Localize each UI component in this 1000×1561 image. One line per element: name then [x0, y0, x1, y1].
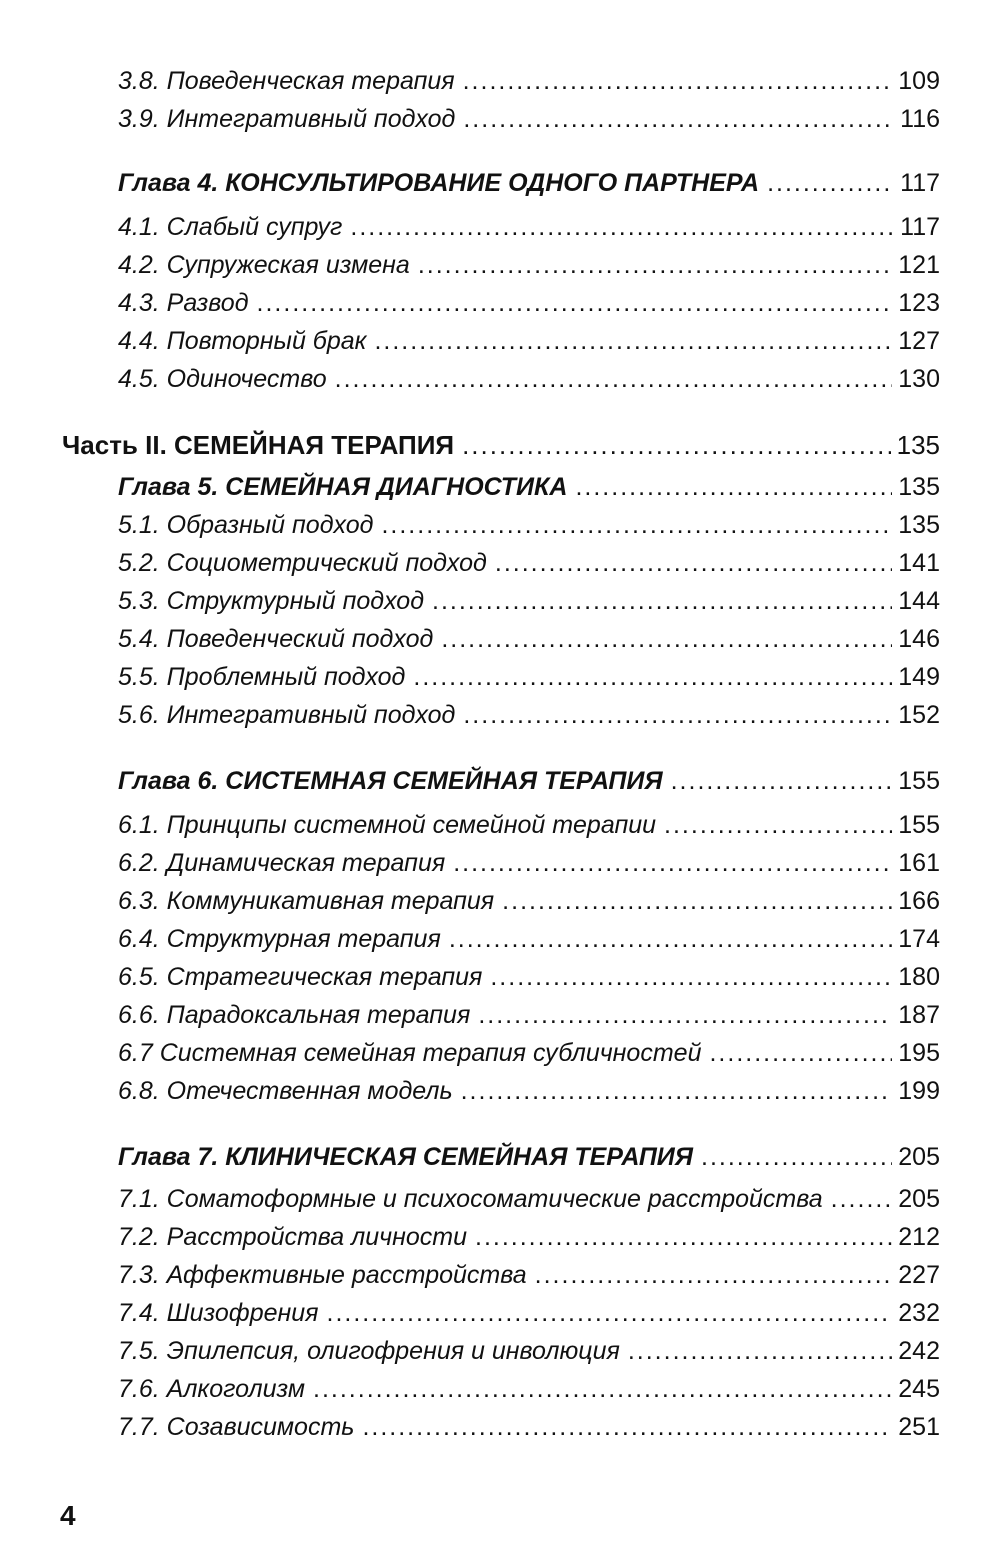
toc-entry-page: 251 — [898, 1413, 940, 1441]
toc-entry-title: 3.8. Поведенческая терапия — [118, 67, 455, 95]
toc-entry-section — [118, 212, 940, 242]
dot-leader — [418, 250, 892, 280]
toc-entry-section — [118, 886, 940, 916]
dot-leader — [449, 924, 892, 954]
toc-entry-section — [118, 250, 940, 280]
toc-entry-title: 5.2. Социометрический подход — [118, 549, 487, 577]
dot-leader — [335, 364, 893, 394]
toc-entry-title: 6.7 Системная семейная терапия субличностей — [118, 1039, 702, 1067]
toc-entry-page: 135 — [898, 511, 940, 539]
toc-entry-section — [118, 1038, 940, 1068]
dot-leader — [701, 1142, 892, 1172]
page-number: 4 — [60, 1500, 76, 1531]
dot-leader — [374, 326, 892, 356]
toc-entry-section — [118, 548, 940, 578]
toc-entry-section — [118, 1298, 940, 1328]
toc-entry-page: 199 — [898, 1077, 940, 1105]
dot-leader — [257, 288, 893, 318]
toc-entry-title: 7.7. Созависимость — [118, 1413, 355, 1441]
toc-entry-title: 6.1. Принципы системной семейной терапии — [118, 811, 657, 839]
toc-entry-page: 127 — [898, 327, 940, 355]
dot-leader — [478, 1000, 892, 1030]
toc-entry-page: 155 — [898, 767, 940, 795]
toc-entry-page: 161 — [898, 849, 940, 877]
dot-leader — [490, 962, 892, 992]
toc-entry-page: 180 — [898, 963, 940, 991]
toc-entry-title: 6.3. Коммуникативная терапия — [118, 887, 495, 915]
toc-entry-page: 166 — [898, 887, 940, 915]
toc-entry-title: Часть II. СЕМЕЙНАЯ ТЕРАПИЯ — [62, 430, 455, 460]
toc-entry-section — [118, 66, 940, 96]
dot-leader — [381, 510, 892, 540]
dot-leader — [313, 1374, 892, 1404]
toc-entry-page: 141 — [898, 549, 940, 577]
toc-entry-section — [118, 810, 940, 840]
toc-entry-section — [118, 1336, 940, 1366]
toc-entry-section — [118, 586, 940, 616]
toc-entry-page: 130 — [898, 365, 940, 393]
toc-entry-page: 155 — [898, 811, 940, 839]
toc-entry-section — [118, 662, 940, 692]
toc-entry-section — [118, 624, 940, 654]
toc-entry-page: 205 — [898, 1185, 940, 1213]
dot-leader — [502, 886, 892, 916]
toc-entry-chapter — [118, 472, 940, 502]
toc-entry-chapter — [118, 1142, 940, 1172]
toc-entry-section — [118, 1260, 940, 1290]
toc-entry-title: 7.1. Соматоформные и психосоматические расстройства — [118, 1185, 823, 1213]
toc-entry-page: 146 — [898, 625, 940, 653]
toc-entry-section — [118, 510, 940, 540]
dot-leader — [575, 472, 892, 502]
toc-entry-title: Глава 4. КОНСУЛЬТИРОВАНИЕ ОДНОГО ПАРТНЕРА — [118, 169, 760, 197]
toc-entry-chapter — [118, 766, 940, 796]
dot-leader — [453, 848, 892, 878]
toc-entry-title: 7.3. Аффективные расстройства — [118, 1261, 527, 1289]
dot-leader — [628, 1336, 892, 1366]
toc-entry-title: 5.5. Проблемный подход — [118, 663, 406, 691]
toc-entry-page: 174 — [898, 925, 940, 953]
toc-entry-title: Глава 6. СИСТЕМНАЯ СЕМЕЙНАЯ ТЕРАПИЯ — [118, 767, 663, 795]
toc-entry-page: 123 — [898, 289, 940, 317]
toc-entry-title: 5.1. Образный подход — [118, 511, 374, 539]
dot-leader — [463, 104, 894, 134]
dot-leader — [475, 1222, 892, 1252]
toc-entry-section — [118, 1184, 940, 1214]
toc-entry-page: 109 — [898, 67, 940, 95]
toc-entry-title: 4.3. Развод — [118, 289, 249, 317]
toc-entry-page: 135 — [898, 473, 940, 501]
toc-entry-section — [118, 924, 940, 954]
toc-entry-title: 7.2. Расстройства личности — [118, 1223, 467, 1251]
dot-leader — [350, 212, 894, 242]
toc-entry-title: 6.4. Структурная терапия — [118, 925, 441, 953]
toc-entry-page: 117 — [900, 169, 940, 197]
dot-leader — [441, 624, 892, 654]
toc-entry-chapter — [118, 168, 940, 198]
toc-entry-section — [118, 104, 940, 134]
toc-entry-section — [118, 1412, 940, 1442]
toc-entry-page: 187 — [898, 1001, 940, 1029]
toc-entry-title: 4.5. Одиночество — [118, 365, 327, 393]
toc-entry-title: 5.4. Поведенческий подход — [118, 625, 434, 653]
toc-entry-title: 7.4. Шизофрения — [118, 1299, 319, 1327]
toc-entry-title: 7.5. Эпилепсия, олигофрения и инволюция — [118, 1337, 620, 1365]
dot-leader — [671, 766, 893, 796]
dot-leader — [432, 586, 892, 616]
toc-entry-title: Глава 7. КЛИНИЧЕСКАЯ СЕМЕЙНАЯ ТЕРАПИЯ — [118, 1143, 693, 1171]
toc-entry-page: 245 — [898, 1375, 940, 1403]
dot-leader — [461, 1076, 893, 1106]
toc-entry-part — [62, 430, 940, 460]
toc-entry-page: 144 — [898, 587, 940, 615]
toc-entry-section — [118, 962, 940, 992]
toc-entry-section — [118, 1374, 940, 1404]
toc-entry-page: 242 — [898, 1337, 940, 1365]
toc-entry-page: 205 — [898, 1143, 940, 1171]
toc-entry-section — [118, 1076, 940, 1106]
toc-entry-title: 4.2. Супружеская измена — [118, 251, 410, 279]
toc-entry-section — [118, 364, 940, 394]
toc-entry-section — [118, 848, 940, 878]
dot-leader — [767, 168, 894, 198]
dot-leader — [462, 430, 891, 460]
toc-entry-page: 232 — [898, 1299, 940, 1327]
toc-entry-page: 152 — [898, 701, 940, 729]
toc-entry-page: 117 — [900, 213, 940, 241]
toc-entry-section — [118, 288, 940, 318]
toc-entry-section — [118, 326, 940, 356]
toc-entry-title: 5.3. Структурный подход — [118, 587, 425, 615]
toc-entry-title: 7.6. Алкоголизм — [118, 1375, 306, 1403]
toc-entry-page: 212 — [898, 1223, 940, 1251]
dot-leader — [709, 1038, 892, 1068]
toc-entry-page: 149 — [898, 663, 940, 691]
dot-leader — [831, 1184, 893, 1214]
toc-entry-title: 4.4. Повторный брак — [118, 327, 367, 355]
toc-entry-page: 116 — [900, 105, 940, 133]
dot-leader — [463, 700, 892, 730]
toc-entry-page: 195 — [898, 1039, 940, 1067]
toc-entry-page: 227 — [898, 1261, 940, 1289]
dot-leader — [495, 548, 892, 578]
toc-entry-page: 121 — [898, 251, 940, 279]
toc-entry-title: 4.1. Слабый супруг — [118, 213, 343, 241]
toc-entry-title: 6.6. Парадоксальная терапия — [118, 1001, 471, 1029]
dot-leader — [664, 810, 892, 840]
dot-leader — [463, 66, 893, 96]
dot-leader — [535, 1260, 893, 1290]
dot-leader — [413, 662, 892, 692]
toc-entry-title: 6.5. Стратегическая терапия — [118, 963, 483, 991]
toc-entry-title: 3.9. Интегративный подход — [118, 105, 456, 133]
toc-entry-title: 6.8. Отечественная модель — [118, 1077, 453, 1105]
toc-entry-title: 6.2. Динамическая терапия — [118, 849, 446, 877]
toc-entry-page: 135 — [896, 430, 940, 460]
dot-leader — [327, 1298, 893, 1328]
toc-entry-title: Глава 5. СЕМЕЙНАЯ ДИАГНОСТИКА — [118, 473, 568, 501]
toc-entry-section — [118, 700, 940, 730]
dot-leader — [362, 1412, 892, 1442]
toc-entry-section — [118, 1000, 940, 1030]
toc-entry-section — [118, 1222, 940, 1252]
toc-entry-title: 5.6. Интегративный подход — [118, 701, 456, 729]
